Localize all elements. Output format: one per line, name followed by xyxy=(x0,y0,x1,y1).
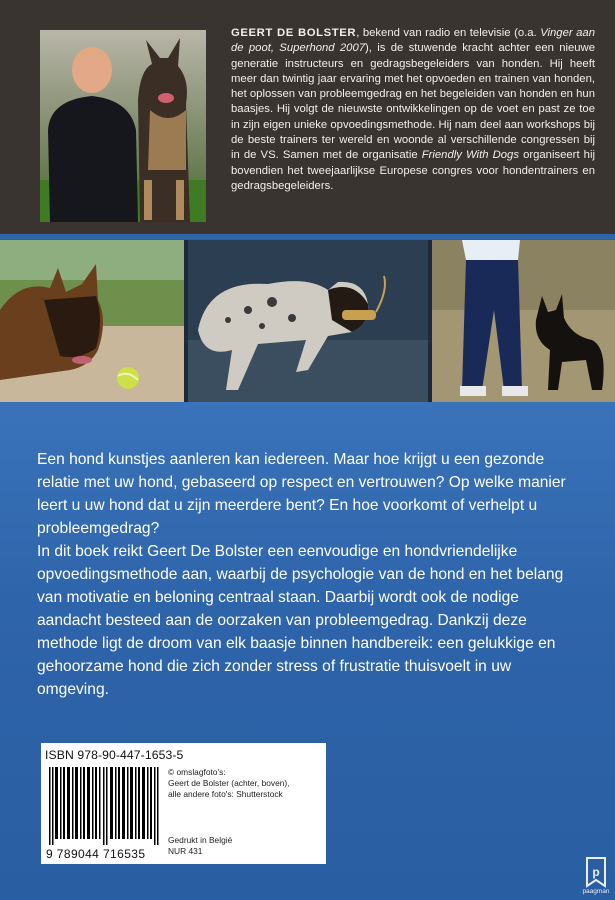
print-info xyxy=(168,835,232,857)
isbn-box xyxy=(41,743,326,864)
bio-italic-shows: Vinger aan de poot, Superhond 2007 xyxy=(231,27,595,55)
barcode-digits: 9 789044 716535 xyxy=(46,847,146,861)
photo-strip xyxy=(0,240,615,402)
barcode xyxy=(49,767,161,845)
bio-italic-org: Friendly With Dogs xyxy=(421,149,519,162)
bio-text-1: , bekend van radio en televisie (o.a. xyxy=(356,27,541,39)
author-photo xyxy=(40,30,206,222)
svg-text:p: p xyxy=(592,865,600,879)
isbn-number: ISBN 978-90-447-1653-5 xyxy=(45,748,184,762)
author-section xyxy=(0,0,615,235)
credit-line-1: © omslagfoto's: xyxy=(168,767,226,777)
watermark-label: paagman xyxy=(582,888,610,895)
blurb-paragraph-1: Een hond kunstjes aanleren kan iedereen. Maar hoe krijgt u een gezonde relatie met uw hond, gebaseerd op respect en vertrouwen? Op welke manier leert u uw hond dat u zijn meerdere bent? En hoe voorkomt of verhelpt u probleemgedrag? xyxy=(37,451,566,537)
bio-text-2: ), is de stuwende kracht achter een nieuwe generatie instructeurs en gedragsbegeleiders van honden. Hij heeft meer dan twintig jaar ervaring met het opvoeden en trainen van honden, het oplossen van probleemgedrag en het begeleiden van honden en hun baasjes. Hij volgt de nieuwste ontwikkelingen op de voet en past ze toe in zijn eigen unieke opvoedingsmethode. Hij nam deel aan workshops bij de beste trainers ter wereld en woonde al verschillende congressen bij in de VS. Samen met de organisatie xyxy=(231,42,595,162)
credit-line-3: alle andere foto's: Shutterstock xyxy=(168,789,283,799)
nur-code: NUR 431 xyxy=(168,846,203,856)
author-bio xyxy=(231,26,595,194)
photo-credits xyxy=(168,767,290,800)
photo-dog-and-owner xyxy=(432,240,615,402)
author-name: GEERT DE BOLSTER xyxy=(231,27,357,39)
photo-dog-with-ball xyxy=(0,240,184,402)
photo-dog-in-water xyxy=(188,240,428,402)
printed-in: Gedrukt in België xyxy=(168,835,233,845)
blurb-paragraph-2: In dit boek reikt Geert De Bolster een eenvoudige en hondvriendelijke opvoedingsmethode aan, waarbij de psychologie van de hond en het belang van motivatie en beloning centraal staan. Daarbij wordt ook de nodige aandacht besteed aan de oorzaken van probleemgedrag. Dankzij deze methode ligt de droom van elk baasje binnen handbereik: een gelukkige en gehoorzame hond die zich zonder stress of frustratie thuisvoelt in uw omgeving. xyxy=(37,543,564,698)
blurb-text xyxy=(37,448,582,701)
bio-text-3: organiseert hij bovendien het tweejaarlijkse Europese congres voor hondentrainers en gedragsbegeleiders. xyxy=(231,149,595,192)
divider-strip xyxy=(0,234,615,239)
credit-line-2: Geert de Bolster (achter, boven), xyxy=(168,778,290,788)
